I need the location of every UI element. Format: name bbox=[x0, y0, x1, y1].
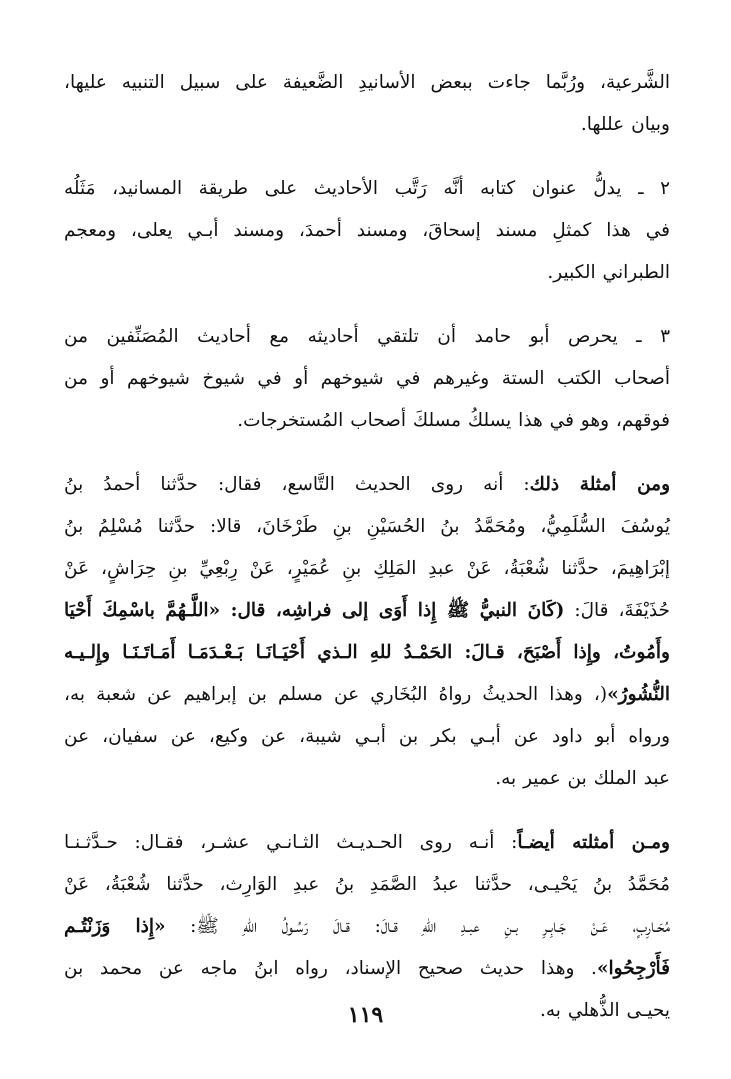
text-line bbox=[64, 210, 670, 252]
text-segment: يُوسُفَ السُّلَمِيُّ، ومُحَمَّدُ بنُ الحُسَيْنِ بنِ طَرْخَانَ، قالا: حدَّثنا مُسْلِمُ بنُ bbox=[64, 516, 670, 537]
bold-text-segment: ومن أمثلة ذلك bbox=[529, 474, 671, 495]
text-segment: في هذا كمثلِ مسند إسحاقَ، ومسند أحمدَ، ومسند أبـي يعلى، ومعجم bbox=[64, 220, 670, 241]
text-segment: الطبراني الكبير. bbox=[547, 262, 670, 283]
text-line bbox=[64, 758, 670, 800]
text-segment: إبْرَاهِيمَ، حدَّثنا شُعْبَةُ، عَنْ عبدِ المَلِكِ بنِ عُمَيْرٍ، عَنْ رِبْعِيِّ بنِ حِرَاشٍ، عَنْ bbox=[64, 558, 670, 579]
text-line bbox=[64, 62, 670, 104]
text-segment: الشَّرعية، ورُبَّما جاءت ببعض الأسانيدِ الضَّعيفة على سبيل التنبيه عليها، bbox=[64, 72, 670, 93]
text-line bbox=[64, 104, 670, 146]
paragraph bbox=[64, 316, 670, 442]
text-segment: ٣ ـ يحرص أبو حامد أن تلتقي أحاديثه مع أحاديث المُصَنِّفين من bbox=[64, 326, 670, 347]
text-segment: ٢ ـ يدلُّ عنوان كتابه أنَّه رَتَّب الأحاديث على طريقة المسانيد، مَثَلُه bbox=[64, 178, 670, 199]
text-line bbox=[64, 590, 670, 632]
page-number: ١١٩ bbox=[347, 1002, 384, 1028]
text-segment: . وهذا حديث صحيح الإسناد، رواه ابنُ ماجه عن محمد بن bbox=[64, 958, 597, 979]
bold-text-segment: «إِذا وَزَنْتُـم bbox=[64, 916, 166, 937]
text-segment: حُذَيْفَةَ، قالَ: bbox=[564, 600, 670, 621]
paragraph bbox=[64, 62, 670, 146]
text-line bbox=[64, 822, 670, 864]
text-line bbox=[64, 506, 670, 548]
text-segment: (، وهذا الحديثُ رواهُ البُخَاري عن مسلم بن إبراهيم عن شعبة به، bbox=[64, 684, 608, 705]
text-segment: ورواه أبو داود عن أبـي بكر بن أبـي شيبة، عن وكيع، عن سفيان، عن bbox=[64, 726, 670, 747]
text-line bbox=[64, 464, 670, 506]
text-line bbox=[64, 168, 670, 210]
paragraph bbox=[64, 822, 670, 1032]
text-segment: وبيان عللها. bbox=[580, 114, 670, 135]
text-line bbox=[64, 316, 670, 358]
text-line bbox=[64, 548, 670, 590]
bold-text-segment: النُّشُورُ» bbox=[607, 684, 670, 705]
paragraph bbox=[64, 168, 670, 294]
text-line bbox=[64, 252, 670, 294]
bold-text-segment: ومـن أمثلته أيضـاً bbox=[517, 832, 670, 853]
text-segment: عبد الملك بن عمير به. bbox=[495, 768, 670, 789]
text-segment: : أنـه روى الحـديـث الثـانـي عشـر، فقـال: حـدَّثـنـا bbox=[64, 832, 518, 853]
bold-text-segment: (كَانَ النبيُّ ﷺ إِذا أَوَى إلى فراشِه، قال: «اللَّـهُمَّ باسْمِكَ أَحْيَا bbox=[64, 600, 565, 621]
text-line bbox=[64, 358, 670, 400]
bold-text-segment: وأَمُوتُ، وإِذا أَصْبَحَ، قـالَ: الحَمْـدُ للهِ الـذي أَحْيَـانَـا بَـعْـدَمَـا أَمَـاتَـنَـا وإِلـيـه bbox=[64, 642, 670, 663]
text-line bbox=[64, 864, 670, 906]
text-segment: مُحَمَّدُ بنُ يَحْيـى، حدَّثنا عبدُ الصَّمَدِ بنُ عبدِ الوَارِث، حدَّثنا شُعْبَةُ، عَنْ bbox=[64, 874, 670, 895]
text-line bbox=[64, 632, 670, 674]
text-segment: : أنه روى الحديث التَّاسع، فقال: حدَّثنا أحمدُ بنُ bbox=[64, 474, 530, 495]
paragraph bbox=[64, 464, 670, 800]
text-line bbox=[64, 906, 670, 948]
text-line bbox=[64, 674, 670, 716]
text-segment: فوقهم، وهو في هذا يسلكُ مسلكَ أصحاب المُستخرجات. bbox=[237, 410, 670, 431]
text-line bbox=[64, 400, 670, 442]
text-segment: يحيـى الذُّهلي به. bbox=[539, 1000, 670, 1021]
document-page bbox=[64, 62, 670, 1054]
text-segment: أصحاب الكتب الستة وغيرهم في شيوخهم أو في شيوخ شيوخهم أو من bbox=[64, 368, 670, 389]
bold-text-segment: فَأَرْجِحُوا» bbox=[596, 958, 670, 979]
text-line bbox=[64, 716, 670, 758]
text-line bbox=[64, 948, 670, 990]
text-segment: مُحَـارِبٍ، عَـنْ جَـابِـرِ بـنِ عبـدِ اللهِ قـالَ: قـالَ رَسُـولُ اللهِ ﷺ: bbox=[165, 916, 670, 937]
